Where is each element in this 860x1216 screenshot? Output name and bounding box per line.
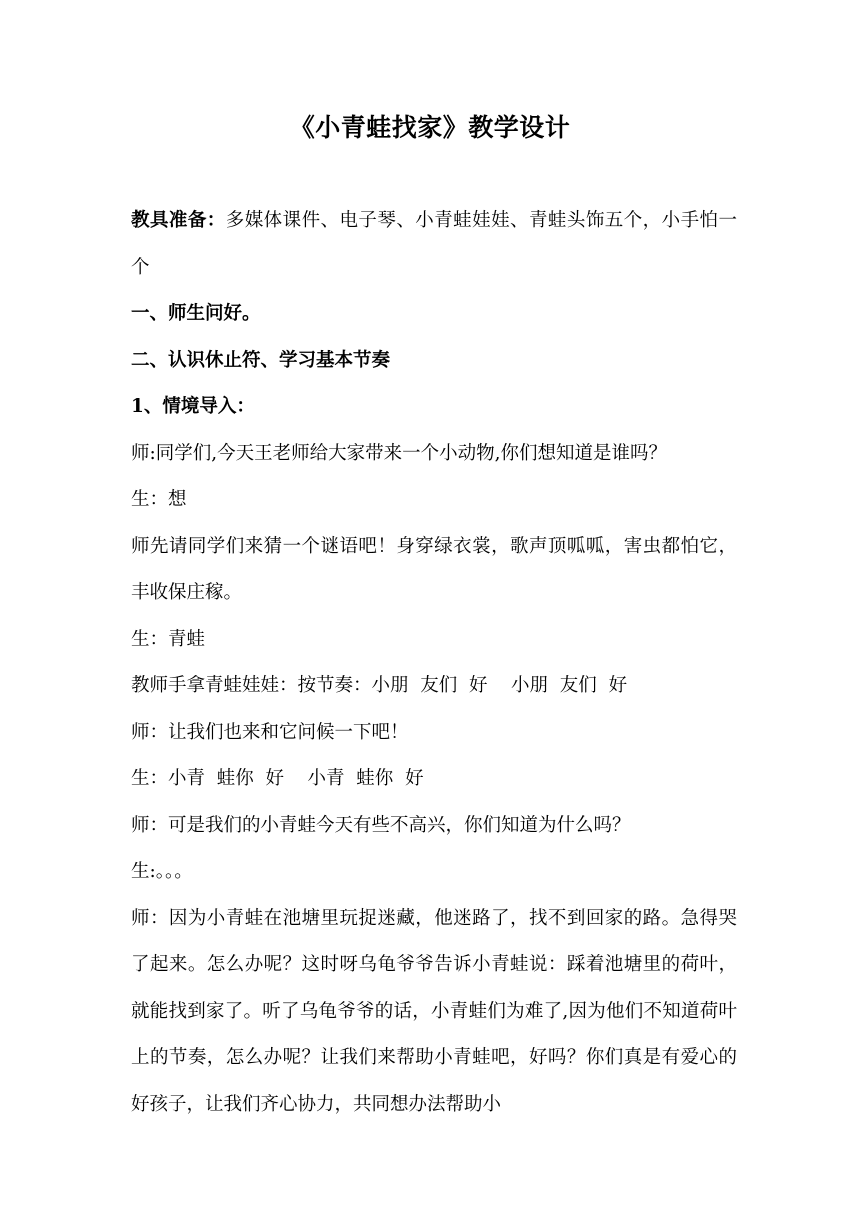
dialogue-line: 生：青蛙	[131, 628, 206, 650]
document-body	[131, 198, 737, 1128]
subsection-heading-1: 1、情境导入：	[131, 396, 255, 417]
dialogue-line: 师:同学们,今天王老师给大家带来一个小动物,你们想知道是谁吗？	[131, 442, 667, 464]
prep-label: 教具准备：	[131, 210, 226, 231]
dialogue-line: 师：可是我们的小青蛙今天有些不高兴，你们知道为什么吗？	[131, 814, 631, 836]
document-title: 《小青蛙找家》教学设计	[289, 113, 571, 142]
dialogue-line: 教师手拿青蛙娃娃：按节奏：小朋 友们 好 小朋 友们 好	[131, 675, 628, 696]
dialogue-line: 师先请同学们来猜一个谜语吧！身穿绿衣裳，歌声顶呱呱，害虫都怕它，丰收保庄稼。	[131, 535, 737, 603]
dialogue-line: 生：想	[131, 489, 187, 510]
dialogue-line: 师：因为小青蛙在池塘里玩捉迷藏，他迷路了，找不到回家的路。急得哭了起来。怎么办呢？这时呀乌龟爷爷告诉小青蛙说：踩着池塘里的荷叶，就能找到家了。听了乌龟爷爷的话，小青蛙们为难了,因为他们不知道荷叶上的节奏，怎么办呢？让我们来帮助小青蛙吧，好吗？你们真是有爱心的好孩子，让我们齐心协力，共同想办法帮助小	[131, 907, 737, 1115]
dialogue-line: 师：让我们也来和它问候一下吧！	[131, 721, 409, 743]
section-heading-2: 二、认识休止符、学习基本节奏	[131, 349, 391, 371]
section-heading-1: 一、师生问好。	[131, 303, 261, 324]
prep-paragraph	[131, 198, 737, 291]
dialogue-line: 生：小青 蛙你 好 小青 蛙你 好	[131, 768, 424, 789]
prep-text: 多媒体课件、电子琴、小青蛙娃娃、青蛙头饰五个，小手怕一个	[131, 210, 737, 278]
dialogue-line: 生:。。。	[131, 861, 193, 882]
